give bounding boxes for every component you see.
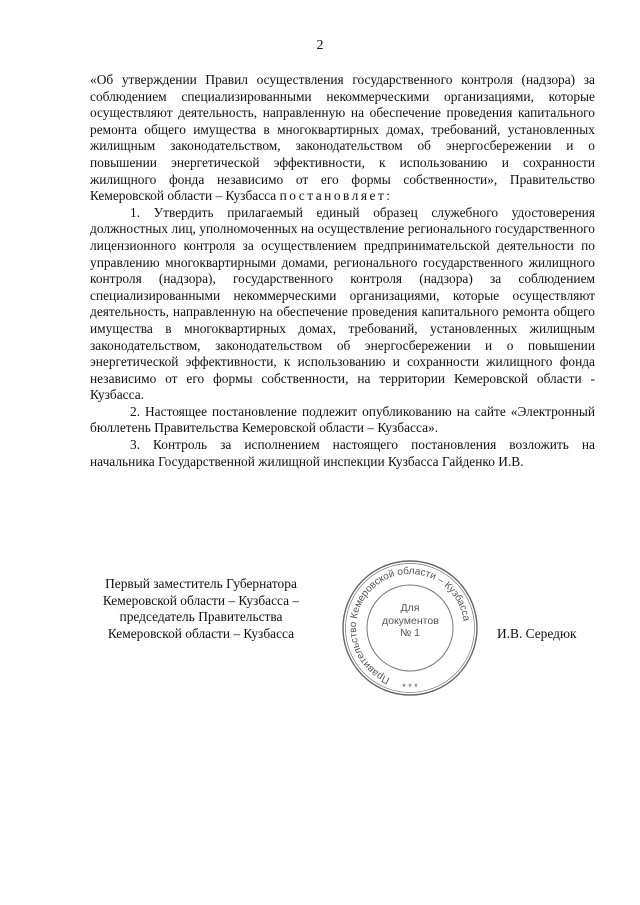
signatory-name: И.В. Середюк [497, 626, 577, 641]
clause-3: 3. Контроль за исполнением настоящего постановления возложить на начальника Государственной жилищной инспекции Кузбасса Гайденко И.В. [90, 437, 595, 469]
seal-ring-text: Правительство Кемеровской области – Кузбасса [347, 565, 472, 686]
document-body [90, 72, 595, 470]
signatory-position-line: председатель Правительства [119, 609, 283, 625]
decree-word: постановляет: [279, 188, 393, 204]
seal-center-line: № 1 [399, 627, 421, 639]
seal-center-text [382, 602, 438, 640]
signatory-position-line: Кемеровской области – Кузбасса [107, 625, 295, 641]
clause-2: 2. Настоящее постановление подлежит опубликованию на сайте «Электронный бюллетень Правительства Кемеровской области – Кузбасса». [90, 403, 595, 436]
preamble-paragraph [90, 72, 595, 205]
signatory-position [80, 576, 322, 642]
seal-center-line: документов [382, 614, 439, 627]
official-seal [338, 556, 482, 700]
signatory-position-line: Первый заместитель Губернатора [105, 576, 297, 591]
seal-stars: * * * [402, 682, 418, 692]
preamble-text: «Об утверждении Правил осуществления государственного контроля (надзора) за соблюдением специализированными некоммерческими организациями, которые осуществляют деятельность, направленную на обеспечение проведения капитального ремонта общего имущества в многоквартирных домах, требований, установленных жилищным законодательством, законодательством об энергосбережении и о повышении энергетической эффективности, к использованию и сохранности жилищного фонда независимо от его формы собственности», Правительство Кемеровской области – Кузбасса [90, 72, 595, 204]
clause-1: 1. Утвердить прилагаемый единый образец служебного удостоверения должностных лиц, уполномоченных на осуществление регионального государственного лицензионного контроля за осуществлением предпринимательской деятельности по управлению многоквартирными домами, регионального государственного жилищного контроля (надзора), государственного контроля (надзора) за соблюдением специализированными некоммерческими организациями, которые осуществляют деятельность, направленную на обеспечение проведения капитального ремонта общего имущества в многоквартирных домах, требований, установленных жилищным законодательством, законодательством об энергосбережении и о повышении энергетической эффективности, к использованию и сохранности жилищного фонда независимо от его формы собственности, на территории Кемеровской области - Кузбасса. [90, 204, 595, 403]
signatory-position-line: Кемеровской области – Кузбасса – [102, 592, 300, 608]
page-number: 2 [316, 38, 324, 53]
seal-center-line: Для [400, 602, 420, 614]
